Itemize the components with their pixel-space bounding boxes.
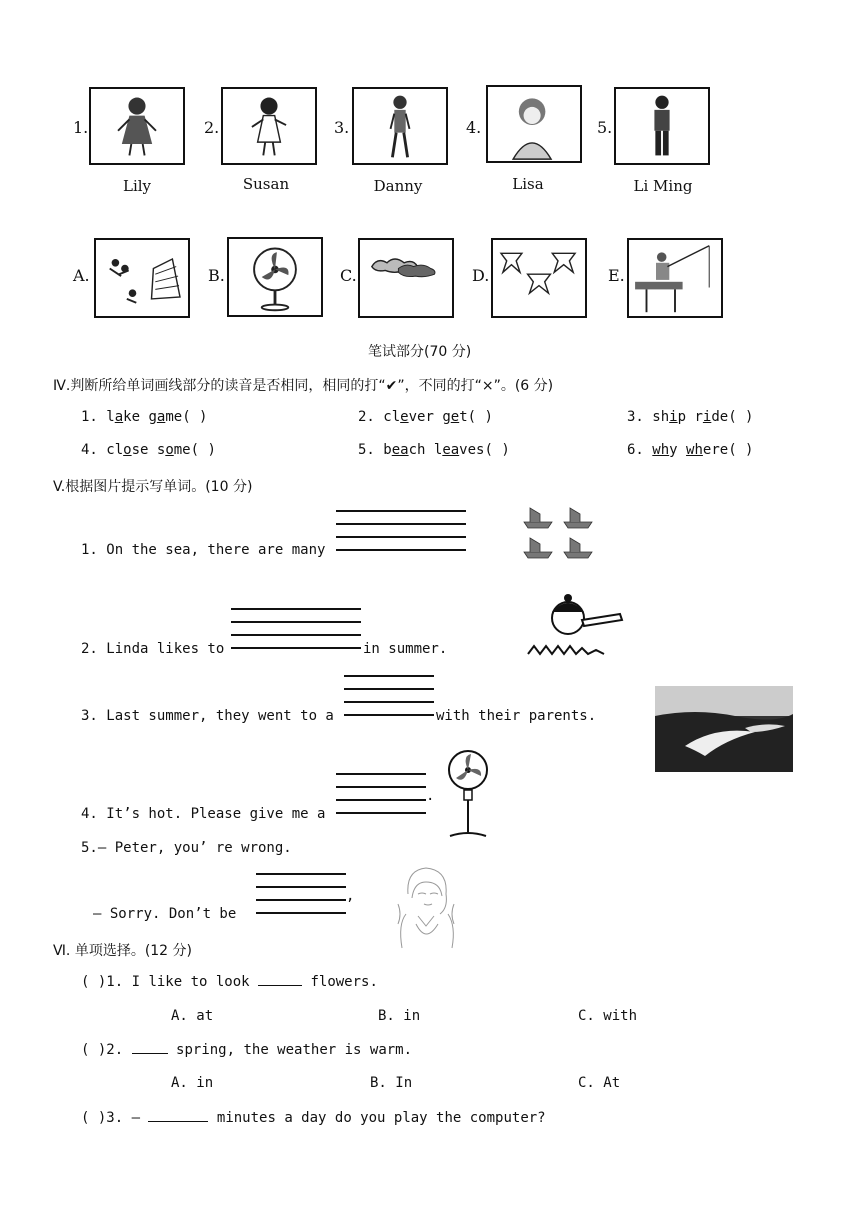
choice-question-2: ( )2. spring, the weather is warm. xyxy=(81,1042,413,1058)
picture-letter: A. xyxy=(73,266,90,285)
answer-blank[interactable] xyxy=(258,985,302,986)
person-picture-lily xyxy=(89,87,185,165)
lake-photo-icon xyxy=(655,686,793,772)
person-number: 5. xyxy=(597,118,613,137)
fill-question-5-line-2: — Sorry. Don’t be xyxy=(93,906,237,922)
option-c[interactable]: C. with xyxy=(578,1008,638,1024)
picture-letter: E. xyxy=(608,266,625,285)
answer-paren[interactable]: ( ) xyxy=(190,442,216,458)
girl-portrait-icon xyxy=(488,87,580,161)
ships-icon xyxy=(520,500,600,562)
answer-paren[interactable]: ( ) xyxy=(182,409,208,425)
section-5-title: V.根据图片提示写单词。(10 分) xyxy=(53,479,253,495)
person-number: 2. xyxy=(204,118,220,137)
answer-paren[interactable]: ( ) xyxy=(728,409,754,425)
person-picture-danny xyxy=(352,87,448,165)
boy-icon xyxy=(354,89,446,163)
answer-paren[interactable]: ( ) xyxy=(81,1042,107,1058)
person-number: 3. xyxy=(334,118,350,137)
pronunciation-item: 4. close some( ) xyxy=(81,442,216,458)
pronunciation-item: 2. clever get( ) xyxy=(358,409,493,425)
picture-letter: C. xyxy=(340,266,357,285)
person-name: Lily xyxy=(122,177,152,195)
option-b[interactable]: B. In xyxy=(370,1075,413,1091)
angry-girl-sketch-icon xyxy=(388,864,466,950)
fill-question-2-end: in summer. xyxy=(363,641,448,657)
kites-icon xyxy=(491,238,587,318)
written-part-title: 笔试部分(70 分) xyxy=(368,344,472,360)
person-name: Li Ming xyxy=(633,177,693,195)
person-name: Lisa xyxy=(512,175,544,193)
person-picture-lisa xyxy=(486,85,582,163)
answer-paren[interactable]: ( ) xyxy=(81,1110,107,1126)
fill-question-3-end: with their parents. xyxy=(436,708,597,724)
fill-question-4: 4. It’s hot. Please give me a xyxy=(81,806,326,822)
four-line-answer-blank[interactable] xyxy=(344,675,434,727)
fill-question-2-start: 2. Linda likes to xyxy=(81,641,225,657)
comma-mark: , xyxy=(346,888,355,904)
period-mark: . xyxy=(426,788,435,804)
answer-blank[interactable] xyxy=(132,1053,168,1054)
fan-icon xyxy=(444,748,492,842)
four-line-answer-blank[interactable] xyxy=(231,608,361,660)
girl-icon xyxy=(223,89,315,163)
four-line-answer-blank[interactable] xyxy=(256,873,346,925)
pronunciation-item: 1. lake game( ) xyxy=(81,409,208,425)
fill-question-3-start: 3. Last summer, they went to a xyxy=(81,708,334,724)
person-name: Danny xyxy=(373,177,423,195)
option-a[interactable]: A. in xyxy=(171,1075,214,1091)
option-c[interactable]: C. At xyxy=(578,1075,621,1091)
pronunciation-item: 6. why where( ) xyxy=(627,442,754,458)
answer-paren[interactable]: ( ) xyxy=(728,442,754,458)
pronunciation-item: 5. beach leaves( ) xyxy=(358,442,510,458)
answer-paren[interactable]: ( ) xyxy=(81,974,107,990)
option-a[interactable]: A. at xyxy=(171,1008,214,1024)
girl-dancing-icon xyxy=(91,89,183,163)
boy-standing-icon xyxy=(616,89,708,163)
kids-playing-icon xyxy=(94,238,190,318)
picture-letter: B. xyxy=(208,266,225,285)
option-b[interactable]: B. in xyxy=(378,1008,421,1024)
fishing-icon xyxy=(627,238,723,318)
four-line-answer-blank[interactable] xyxy=(336,510,466,562)
pronunciation-item: 3. ship ride( ) xyxy=(627,409,754,425)
person-number: 1. xyxy=(73,118,89,137)
person-name: Susan xyxy=(242,175,290,193)
fill-question-1: 1. On the sea, there are many xyxy=(81,542,326,558)
clouds-icon xyxy=(358,238,454,318)
person-picture-li-ming xyxy=(614,87,710,165)
section-4-title: Ⅳ.判断所给单词画线部分的读音是否相同，相同的打“✔”，不同的打“×”。(6 分) xyxy=(53,378,554,394)
person-picture-susan xyxy=(221,87,317,165)
answer-blank[interactable] xyxy=(148,1121,208,1122)
choice-question-3: ( )3. — minutes a day do you play the computer? xyxy=(81,1110,546,1126)
girl-swimming-icon xyxy=(524,590,630,668)
answer-paren[interactable]: ( ) xyxy=(484,442,510,458)
fan-icon xyxy=(227,237,323,317)
choice-question-1: ( )1. I like to look flowers. xyxy=(81,974,378,990)
answer-paren[interactable]: ( ) xyxy=(467,409,493,425)
picture-letter: D. xyxy=(472,266,490,285)
four-line-answer-blank[interactable] xyxy=(336,773,426,825)
section-6-title: Ⅵ. 单项选择。(12 分) xyxy=(53,943,193,959)
person-number: 4. xyxy=(466,118,482,137)
fill-question-5-line-1: 5.— Peter, you’ re wrong. xyxy=(81,840,292,856)
